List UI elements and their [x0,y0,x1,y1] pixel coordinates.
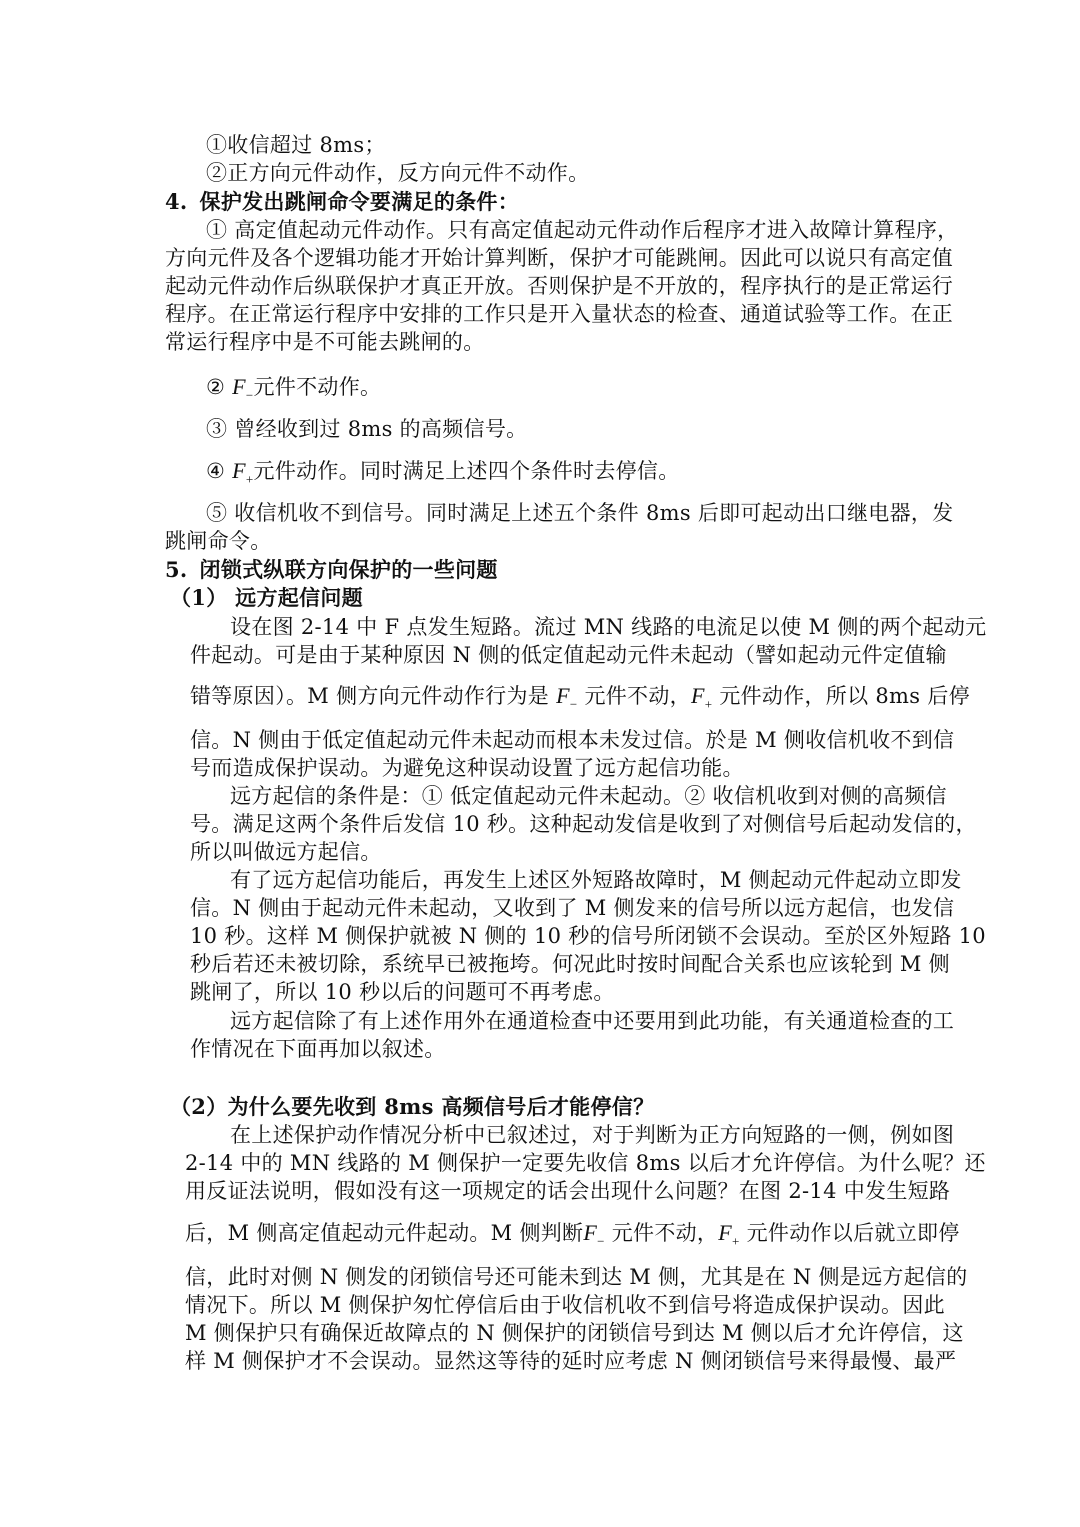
text-line: 信，此时对侧 N 侧发的闭锁信号还可能未到达 M 侧，尤其是在 N 侧是远方起信的 [185,1265,968,1289]
text-line: ⑤ 收信机收不到信号。同时满足上述五个条件 8ms 后即可起动出口继电器，发 [206,501,954,525]
f-minus-symbol: $F_-$ [556,683,578,712]
text-line: ① 高定值起动元件动作。只有高定值起动元件动作后程序才进入故障计算程序， [206,218,959,242]
text-line: 设在图 2-14 中 F 点发生短路。流过 MN 线路的电流足以使 M 侧的两个起动元 [230,615,987,639]
section-heading-5 [165,555,498,585]
text-line: 所以叫做远方起信。 [190,840,382,864]
f-plus-symbol: $F_+$ [718,1220,740,1249]
text-line: 情况下。所以 M 侧保护匆忙停信后由于收信机收不到信号将造成保护误动。因此 [185,1293,945,1317]
condition-number: ④ [206,459,226,483]
text-line: 常运行程序中是不可能去跳闸的。 [165,330,485,354]
section-number: 5. [165,557,188,582]
text-line: 2-14 中的 MN 线路的 M 侧保护一定要先收信 8ms 以后才允许停信。为什么呢？还 [185,1151,986,1175]
section-title: 保护发出跳闸命令要满足的条件： [199,189,520,214]
text-line: 信。N 侧由于低定值起动元件未起动而根本未发过信。於是 M 侧收信机收不到信 [190,728,955,752]
text-line: 起动元件动作后纵联保护才真正开放。否则保护是不开放的，程序执行的是正常运行 [165,274,954,298]
text-line: M 侧保护只有确保近故障点的 N 侧保护的闭锁信号到达 M 侧以后才允许停信，这 [185,1321,964,1345]
text-line: 秒后若还未被切除，系统早已被拖垮。何况此时按时间配合关系也应该轮到 M 侧 [190,952,950,976]
condition-text: 元件动作。同时满足上述四个条件时去停信。 [253,459,680,483]
text-line-with-symbols: 错等原因）。M 侧方向元件动作行为是 $F_-$ 元件不动，$F_+$ 元件动作，所以 8ms 后停 [190,683,970,712]
f-minus-symbol: $F_-$ [583,1220,605,1249]
text-line: 有了远方起信功能后，再发生上述区外短路故障时，M 侧起动元件起动立即发 [230,868,962,892]
text-line: 号。满足这两个条件后发信 10 秒。这种起动发信是收到了对侧信号后起动发信的， [190,812,977,836]
condition-number: ② [206,375,226,399]
condition-text: 元件不动作。 [253,375,382,399]
f-minus-symbol: $F_-$ [232,374,254,403]
section-heading-4 [165,187,519,217]
subsection-number: （1） [170,585,228,610]
text-line: 信。N 侧由于起动元件未起动，又收到了 M 侧发来的信号所以远方起信，也发信 [190,896,955,920]
text-line-with-symbols: 后，M 侧高定值起动元件起动。M 侧判断$F_-$ 元件不动，$F_+$ 元件动作以后就立即停 [185,1220,960,1249]
text-line: ③ 曾经收到过 8ms 的高频信号。 [206,417,528,441]
text-line: 远方起信的条件是：① 低定值起动元件未起动。② 收信机收到对侧的高频信 [230,784,947,808]
text-line: 10 秒。这样 M 侧保护就被 N 侧的 10 秒的信号所闭锁不会误动。至於区外短路 10 [190,924,986,948]
text-line: 方向元件及各个逻辑功能才开始计算判断，保护才可能跳闸。因此可以说只有高定值 [165,246,954,270]
section-number: 4. [165,189,188,214]
subsection-title: 远方起信问题 [235,585,363,610]
text-line: 跳闸命令。 [165,529,272,553]
subsection-heading-2: （2）为什么要先收到 8ms 高频信号后才能停信？ [170,1094,655,1119]
text-line: 程序。在正常运行程序中安排的工作只是开入量状态的检查、通道试验等工作。在正 [165,302,954,326]
text-line: 跳闸了，所以 10 秒以后的问题可不再考虑。 [190,980,615,1004]
text-line: 号而造成保护误动。为避免这种误动设置了远方起信功能。 [190,756,744,780]
text-line: 作情况在下面再加以叙述。 [190,1037,446,1061]
condition-4 [206,456,680,494]
subsection-heading-1 [170,583,363,613]
f-plus-symbol: $F_+$ [690,683,713,712]
text-line: ①收信超过 8ms； [206,133,386,157]
text-line: 远方起信除了有上述作用外在通道检查中还要用到此功能，有关通道检查的工 [230,1009,955,1033]
section-title: 闭锁式纵联方向保护的一些问题 [199,557,498,582]
text-line: 在上述保护动作情况分析中已叙述过，对于判断为正方向短路的一侧，例如图 [230,1123,955,1147]
condition-2 [206,372,381,410]
text-line: 样 M 侧保护才不会误动。显然这等待的延时应考虑 N 侧闭锁信号来得最慢、最严 [185,1349,957,1373]
f-plus-symbol: $F_+$ [232,458,254,487]
text-line: ②正方向元件动作，反方向元件不动作。 [206,161,590,185]
text-line: 用反证法说明，假如没有这一项规定的话会出现什么问题？在图 2-14 中发生短路 [185,1179,951,1203]
text-line: 件起动。可是由于某种原因 N 侧的低定值起动元件未起动（譬如起动元件定值输 [190,643,947,667]
